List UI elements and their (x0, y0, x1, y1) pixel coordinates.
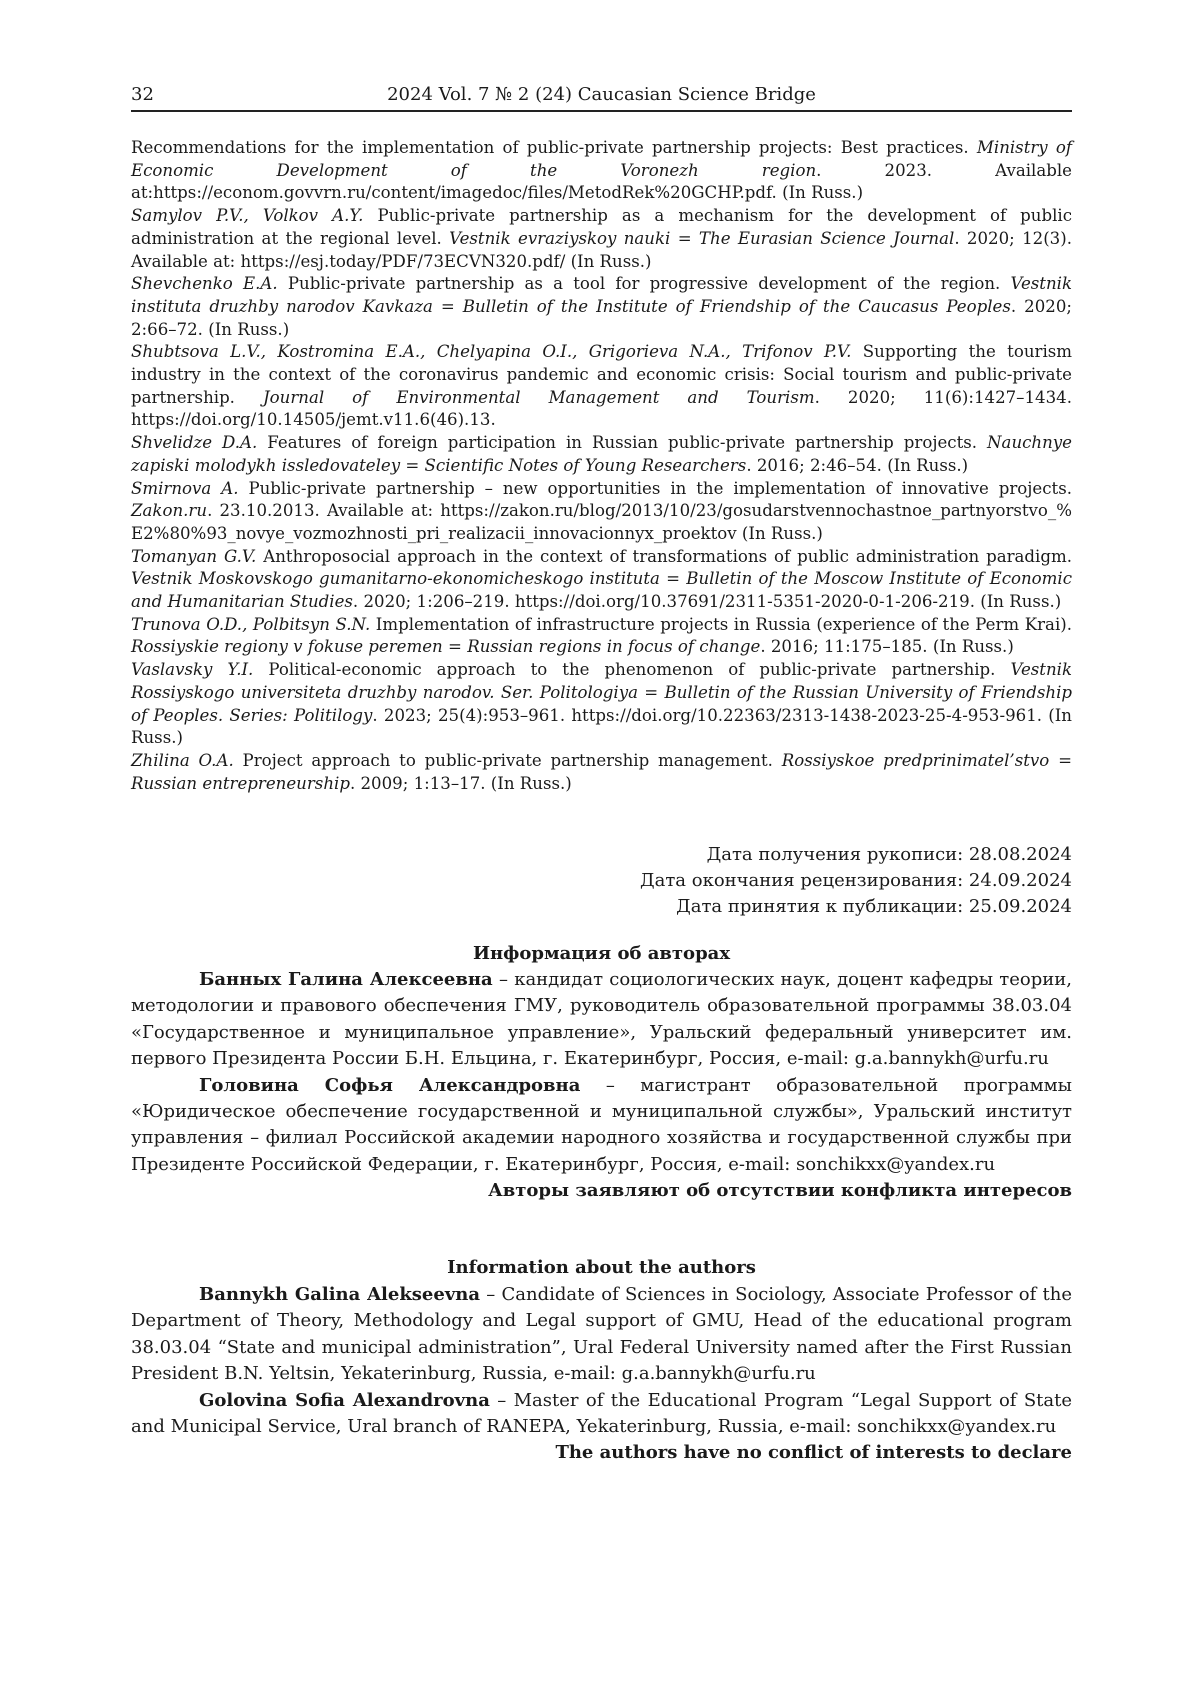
reference-title: Anthroposocial approach in the context of transformations of public administration paradigm. (256, 546, 1072, 566)
conflict-declaration-ru: Авторы заявляют об отсутствии конфликта интересов (488, 1180, 1072, 1202)
author-name: Банных Галина Алексеевна (199, 969, 493, 990)
reference-item (131, 614, 1072, 659)
reference-details: . 2020; 12(3). Available at: https://esj.today/PDF/73ECVN320.pdf/ (In Russ.) (131, 228, 1072, 271)
author-entry (131, 967, 1072, 1073)
date-reviewed: Дата окончания рецензирования: 24.09.2024 (639, 870, 1072, 891)
reference-authors: Smirnova A. (131, 478, 239, 498)
author-details: – Master of the Educational Program “Legal Support of State and Municipal Service, Ural branch of RANEPA, Yekaterinburg, Russia, e-mail: sonchikxx@yandex.ru (131, 1389, 1073, 1438)
author-details: – Candidate of Sciences in Sociology, Associate Professor of the Department of Theory, Methodology and Legal support of GMU, Head of the educational program 38.03.04 “State and municipal administration”, Ural Federal University named after the First Russian President B.N. Yeltsin, Yekaterinburg, Russia, e-mail: g.a.bannykh@urfu.ru (131, 1284, 1072, 1385)
reference-journal: Journal of Environmental Management and Tourism (263, 387, 815, 407)
reference-authors: Shubtsova L.V., Kostromina E.A., Chelyapina O.I., Grigorieva N.A., Trifonov P.V. (131, 342, 852, 362)
authors-info-en (131, 1255, 1072, 1467)
author-details: – магистрант образовательной программы «Юридическое обеспечение государственной и муниципальной службы», Уральский институт управления – филиал Российской академии народного хозяйства и государственной службы при Президенте Российской Федерации, г. Екатеринбург, Россия, e-mail: sonchikxx@yandex.ru (131, 1074, 1072, 1175)
reference-authors: Tomanyan G.V. (131, 546, 257, 566)
reference-item (131, 137, 1072, 205)
reference-title: Project approach to public-private partnership management. (233, 750, 782, 770)
reference-title: Public-private partnership as a tool for progressive development of the region. (277, 274, 1011, 294)
reference-details: . 2020; 1:206–219. https://doi.org/10.37691/2311-5351-2020-0-1-206-219. (In Russ.) (352, 592, 1062, 612)
reference-journal: Vestnik Rossiyskogo universiteta druzhby narodov. Ser. Politologiya = Bulletin of the Russian University of Friendship of Peoples. Series: Politilogy (131, 660, 1072, 725)
reference-details: . 2023. Available at:https://econom.govvrn.ru/content/imagedoc/files/MetodRek%20GCHP.pdf. (In Russ.) (131, 160, 1072, 203)
reference-journal: Vestnik Moskovskogo gumanitarno-ekonomicheskogo instituta = Bulletin of the Moscow Institute of Economic and Humanitarian Studies (131, 569, 1072, 612)
reference-title: Public-private partnership – new opportunities in the implementation of innovative projects. (238, 478, 1072, 498)
authors-info-ru (131, 941, 1072, 1205)
reference-details: . 2016; 11:175–185. (In Russ.) (760, 637, 1014, 657)
manuscript-dates (640, 842, 1072, 920)
author-entry (131, 1388, 1072, 1441)
reference-journal: Nauchnye zapiski molodykh issledovateley = Scientific Notes of Young Researchers (131, 433, 1072, 475)
authors-heading-ru: Информация об авторах (472, 943, 731, 964)
date-received: Дата получения рукописи: 28.08.2024 (706, 844, 1072, 865)
reference-authors: Vaslavsky Y.I. (131, 660, 254, 680)
reference-journal: Ministry of Economic Development of the Voronezh region (131, 138, 1072, 180)
authors-heading-en: Information about the authors (447, 1257, 756, 1278)
reference-item (131, 432, 1072, 477)
reference-details: . 2009; 1:13–17. (In Russ.) (349, 773, 572, 793)
author-name: Bannykh Galina Alekseevna (199, 1284, 481, 1305)
reference-title: Recommendations for the implementation of public-private partnership projects: Best practices. (131, 138, 977, 157)
reference-item (131, 546, 1072, 614)
journal-title: 2024 Vol. 7 № 2 (24) Caucasian Science Bridge (387, 84, 816, 105)
author-entry (131, 1282, 1072, 1388)
reference-authors: Trunova O.D., Polbitsyn S.N. (131, 614, 371, 634)
reference-authors: Shevchenko E.A. (131, 274, 278, 294)
reference-title: Features of foreign participation in Russian public-private partnership projects. (257, 433, 988, 453)
reference-details: . 2020; 11(6):1427–1434. https://doi.org/10.14505/jemt.v11.6(46).13. (131, 387, 1072, 430)
reference-details: . 23.10.2013. Available at: https://zakon.ru/blog/2013/10/23/gosudarstvennochastnoe_partnyorstvo_%E2%80%93_novye_vozmozhnosti_pri_realizacii_innovacionnyx_proektov (In Russ.) (131, 501, 1072, 543)
page-number: 32 (131, 84, 154, 105)
reference-details: . 2023; 25(4):953–961. https://doi.org/10.22363/2313-1438-2023-25-4-953-961. (In Russ.) (131, 705, 1072, 748)
reference-title: Political-economic approach to the phenomenon of public-private partnership. (253, 660, 1011, 680)
reference-authors: Zhilina O.A. (131, 750, 234, 770)
reference-item (131, 750, 1072, 795)
reference-item (131, 341, 1072, 432)
reference-item (131, 273, 1072, 341)
reference-journal: Rossiyskoe predprinimatel’stvo = Russian entrepreneurship (131, 750, 1072, 793)
conflict-declaration-en: The authors have no conflict of interests to declare (555, 1442, 1072, 1464)
running-header (131, 84, 1072, 112)
reference-details: . 2020; 2:66–72. (In Russ.) (131, 296, 1072, 339)
reference-list (131, 137, 1072, 795)
reference-journal: Vestnik evraziyskoy nauki = The Eurasian Science Journal (449, 228, 955, 248)
reference-item (131, 205, 1072, 273)
date-accepted: Дата принятия к публикации: 25.09.2024 (676, 896, 1072, 917)
reference-title: Implementation of infrastructure projects in Russia (experience of the Perm Krai). (370, 614, 1073, 634)
author-name: Головина Софья Александровна (199, 1074, 581, 1096)
author-entry (131, 1073, 1072, 1179)
reference-item (131, 659, 1072, 750)
reference-journal: Vestnik instituta druzhby narodov Kavkaza = Bulletin of the Institute of Friendship of the Caucasus Peoples (131, 274, 1072, 316)
author-name: Golovina Sofia Alexandrovna (199, 1389, 490, 1411)
reference-authors: Shvelidze D.A. (131, 433, 258, 453)
reference-journal: Zakon.ru (131, 501, 208, 521)
reference-title: Supporting the tourism industry in the context of the coronavirus pandemic and economic crisis: Social tourism and public-private partnership. (131, 342, 1072, 407)
reference-title: Public-private partnership as a mechanism for the development of public administration at the regional level. (131, 206, 1072, 248)
author-details: – кандидат социологических наук, доцент кафедры теории, методологии и правового обеспечения ГМУ, руководитель образовательной программы 38.03.04 «Государственное и муниципальное управление», Уральский федеральный университет им. первого Президента России Б.Н. Ельцина, г. Екатеринбург, Россия, e-mail: g.a.bannykh@urfu.ru (131, 969, 1072, 1070)
reference-item (131, 478, 1072, 546)
reference-details: . 2016; 2:46–54. (In Russ.) (746, 455, 969, 475)
reference-journal: Rossiyskie regiony v fokuse peremen = Russian regions in focus of change (131, 637, 761, 657)
reference-authors: Samylov P.V., Volkov A.Y. (131, 206, 364, 226)
